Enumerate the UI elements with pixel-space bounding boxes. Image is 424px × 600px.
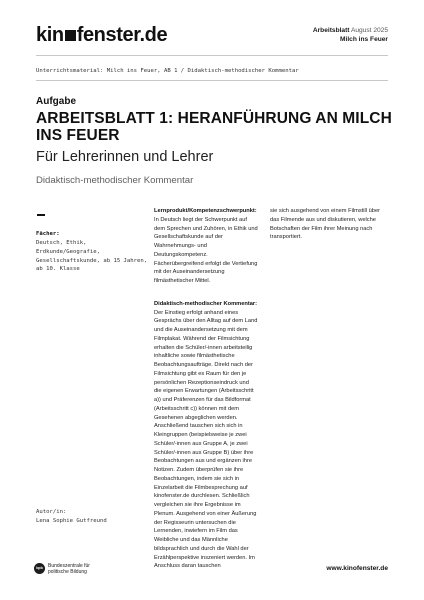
- sidebar-dash: [37, 214, 45, 216]
- bpb-name-line2: politische Bildung: [48, 568, 87, 575]
- bpb-logo-icon: [34, 563, 45, 574]
- continuation-text: sie sich ausgehend von einem Filmstill über das Filmende aus und diskutieren, welche Botschaften der Film ihrer Meinung nach transportiert.: [270, 208, 381, 241]
- logo-text-left: kin: [36, 24, 64, 46]
- author-name: Lena Sophie Gutfreund: [36, 518, 107, 524]
- section-heading: Didaktisch-methodischer Kommentar: [36, 175, 194, 186]
- breadcrumb-divider: [36, 80, 388, 81]
- commentary-text: Der Einstieg erfolgt anhand eines Gesprächs über den Alltag auf dem Land und die Auseinandersetzung mit dem Filmplakat. Während der Filmsichtung erhalten die Schüler/-innen arbeitsteilig inhaltliche sowie filmästhetische Beobachtungsaufträge. Direkt nach der Filmsichtung gibt es Raum für den je persönlichen Rezeptionseindruck und die eigenen Erwartungen (Arbeitsschritt a)) und Präferenzen für das Bildformat (Arbeitsschritt c)) können mit dem Gesehenen abgeglichen werden. Anschließend tauschen sich sich in Kleingruppen (beispielsweise je zwei Schüler/-innen aus Gruppe A, je zwei Schüler/-innen aus Gruppe B) über ihre Beobachtungen aus und ergänzen ihre Notizen. Zudem überprüfen sie ihre Beobachtungen, indem sie sich in Einzelarbeit die Filmbesprechung auf kinofenster.de durchlesen. Schließlich vergleichen sie ihre Ergebnisse im Plenum. Ausgehend von einer Äußerung der Regisseurin untersuchen die Lernenden, inwiefern im Film das Weibliche und das Männliche bildsprachlich und durch die Wahl der Erzählperspektive inszeniert werden. Im Anschluss daran tauschen: [154, 309, 258, 570]
- film-title: Milch ins Feuer: [340, 35, 388, 43]
- commentary-lead: Didaktisch-methodischer Kommentar:: [154, 300, 258, 307]
- subjects-text: Deutsch, Ethik, Erdkunde/Geografie, Gesellschaftskunde, ab 15 Jahren, ab 10. Klasse: [36, 240, 148, 273]
- bpb-name-line1: Bundeszentrale für: [48, 563, 90, 569]
- commentary-paragraph: [154, 300, 258, 571]
- header-meta: [313, 27, 388, 45]
- logo-square-mark: [65, 30, 76, 41]
- breadcrumb: Unterrichtsmaterial: Milch ins Feuer, AB 1 / Didaktisch-methodischer Kommentar: [36, 68, 299, 74]
- page-title: ARBEITSBLATT 1: HERANFÜHRUNG AN MILCH INS FEUER: [36, 110, 392, 144]
- header-divider: [36, 55, 388, 56]
- learning-goal-paragraph: [154, 207, 258, 286]
- learning-goal-lead: Lernprodukt/Kompetenzschwerpunkt:: [154, 208, 257, 214]
- page-subtitle: Für Lehrerinnen und Lehrer: [36, 149, 214, 165]
- continuation-column: [270, 207, 388, 242]
- logo-text-right: fenster.de: [76, 24, 168, 46]
- bpb-name: [48, 564, 90, 575]
- kinofenster-logo[interactable]: [36, 24, 167, 47]
- learning-goal-text: In Deutsch liegt der Schwerpunkt auf dem Sprechen und Zuhören, in Ethik und Gesellschaftskunde auf der Wahrnehmungs- und Deutungskompetenz. Fächerübergreifend erfolgt die Vertiefung mit der Auseinandersetzung filmästhetischer Mittel.: [154, 216, 258, 284]
- author-label: Autor/in:: [36, 509, 67, 515]
- subjects-label: Fächer:: [36, 231, 60, 237]
- doc-type: Arbeitsblatt: [312, 27, 350, 34]
- footer-url-link[interactable]: www.kinofenster.de: [326, 565, 388, 572]
- bpb-logo-mark: bpb: [36, 566, 43, 570]
- doc-date: August 2025: [350, 27, 388, 34]
- main-column: [154, 207, 258, 571]
- task-label: Aufgabe: [36, 96, 76, 107]
